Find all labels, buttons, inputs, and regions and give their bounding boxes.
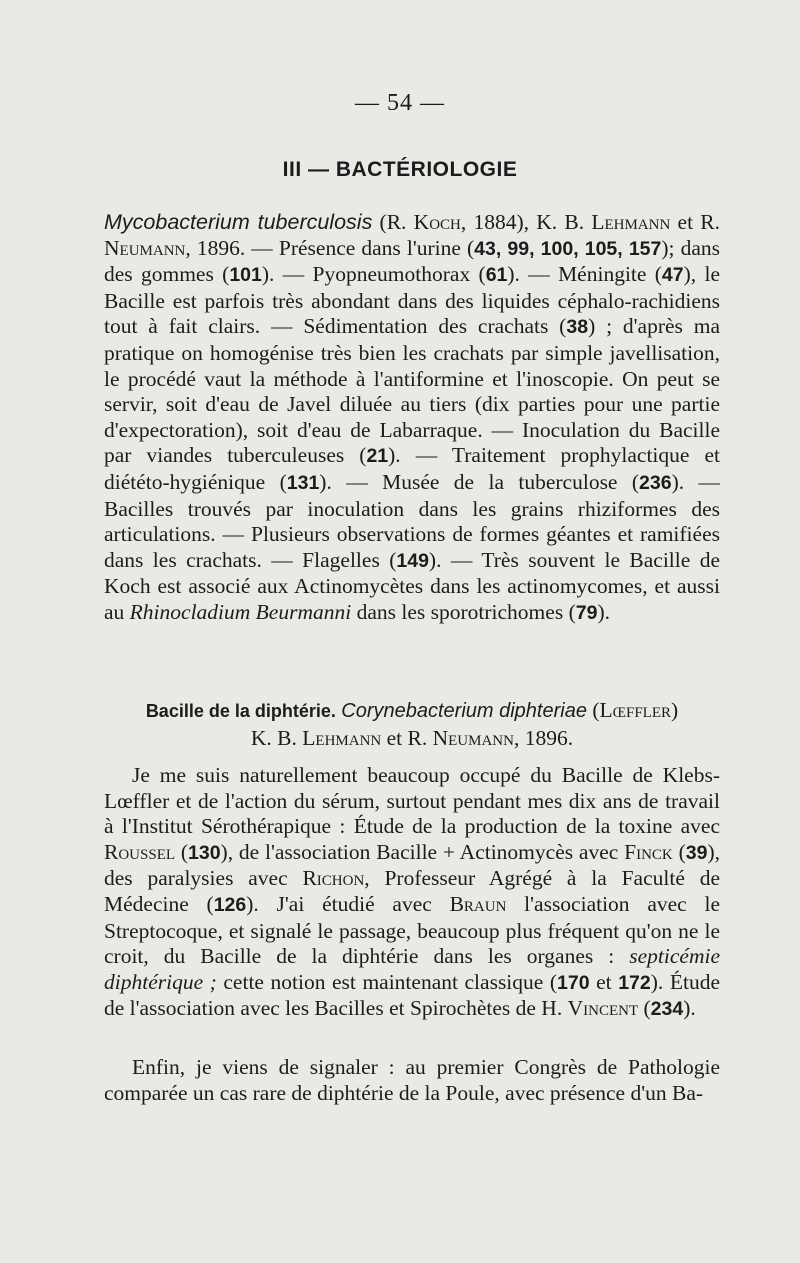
paragraph-poultry-diphtheria [104,1055,720,1106]
author-name: Lœffler [599,698,671,722]
text-run: , Professeur Agrégé à la Faculté de Médecine ( [104,866,720,916]
text-run: K. B. [250,726,303,750]
text-run: ), des paralysies avec [104,839,720,891]
reference-number: 79 [575,601,598,624]
reference-number: 130 [188,841,221,864]
reference-number: 172 [618,971,651,994]
text-run: ( [638,996,651,1021]
text-run: ). — Musée de la tuberculose ( [319,469,640,494]
reference-number: 149 [396,549,429,572]
author-name: Neumann [104,235,186,260]
reference-number: 47 [661,264,684,287]
text-run: ). — Pyopneumothorax ( [261,262,486,287]
text-run: ). — Très souvent le Bacille de Koch est associé aux Actinomycètes dans les actinomycomes, et aussi au [104,547,720,624]
text-run: ). [683,996,696,1021]
author-name: Braun [449,891,507,916]
text-run: et R. [381,726,433,750]
reference-number: 234 [650,998,684,1021]
italic-term: septicémie diphtérique ; [104,944,720,994]
page-number: — 54 — [355,90,445,116]
text-run: , 1896. [513,726,574,750]
reference-number: 101 [229,264,262,287]
text-run: ); dans des gommes ( [104,235,721,287]
text-run: ( [586,698,600,722]
author-name: Richon [302,866,365,891]
text-run: ). — Traitement prophylactique et diététo-hygiénique ( [104,443,720,494]
text-run: ), de l'association Bacille + Actinomycès avec [220,839,625,864]
text-run: , 1896. — Présence dans l'urine ( [185,235,475,260]
subheading-title: Bacille de la diphtérie. [145,701,336,721]
text-run: l'association avec le Streptocoque, et signalé le passage, beaucoup plus fréquent qu'on ne le croit, du Bacille de la diphtérie dans les organes : [104,891,721,969]
text-run: dans les sporotrichomes ( [351,599,576,624]
text-run: et [589,969,619,994]
text-run: ) ; d'après ma pratique on homogénise très bien les crachats par simple javellisation, le procédé vaut la méthode à l'antiformine et l'inoscopie. On peut se servir, soit d'eau de Javel diluée au tiers (dix parties pour une partie d'expectoration), soit d'eau de Labarraque. — Inoculation du Bacille par viandes tuberculeuses ( [104,314,721,468]
author-name: Vincent [567,996,639,1021]
text-run: Enfin, je viens de signaler : au premier Congrès de Pathologie comparée un cas rare de diphtérie de la Poule, avec présence d'un Ba- [104,1055,720,1105]
text-run: ). Étude de l'association avec les Bacilles et Spirochètes de H. [104,969,720,1021]
species-name: Mycobacterium tuberculosis [104,210,373,234]
text-run: ). J'ai étudié avec [246,891,450,916]
reference-number: 131 [286,471,320,494]
author-name: Finck [624,839,673,864]
subheading-diphtheria [104,697,720,752]
species-name: Corynebacterium diphteriae [341,700,587,722]
reference-number: 236 [639,471,672,494]
reference-number: 170 [557,971,590,994]
author-name: Roussel [104,839,176,864]
reference-number: 61 [485,264,508,287]
text-run: ). — Méningite ( [507,262,662,287]
reference-number: 126 [213,893,247,916]
text-run: , 1884), K. B. [460,210,592,234]
text-run: ). — Bacilles trouvés par inoculation dans les grains rhiziformes des articulations. — Plusieurs observations de formes géantes et ramifiées dans les crachats. — Flagelles ( [104,469,720,572]
text-run: (R. [372,210,414,234]
paragraph-diphtheria [104,763,720,1023]
text-run: ) [671,698,679,722]
text-run: cette notion est maintenant classique ( [216,969,558,994]
text-run: ). [597,599,610,624]
text-run: Je me suis naturellement beaucoup occupé du Bacille de Klebs-Lœffler et de l'action du sérum, surtout pendant mes dix ans de travail à l'Institut Sérothérapique : Étude de la production de la toxine avec [104,763,720,839]
author-name: Lehmann [591,210,671,234]
text-run: et R. [670,210,721,234]
author-name: Neumann [432,726,514,750]
species-name: Rhinocladium Beurmanni [129,599,352,624]
reference-number: 43, 99, 100, 105, 157 [474,237,662,260]
text-run: ( [672,839,686,864]
author-name: Koch [413,210,461,234]
section-heading: III — BACTÉRIOLOGIE [282,158,518,181]
reference-number: 39 [685,841,708,864]
text-run: ( [175,839,188,864]
text-run: ), le Bacille est parfois très abondant dans des liquides céphalo-rachidiens tout à fait clairs. — Sédimentation des crachats ( [104,262,720,339]
reference-number: 38 [566,316,589,339]
reference-number: 21 [366,445,389,468]
author-name: Lehmann [302,726,382,750]
paragraph-tuberculosis [104,210,720,627]
